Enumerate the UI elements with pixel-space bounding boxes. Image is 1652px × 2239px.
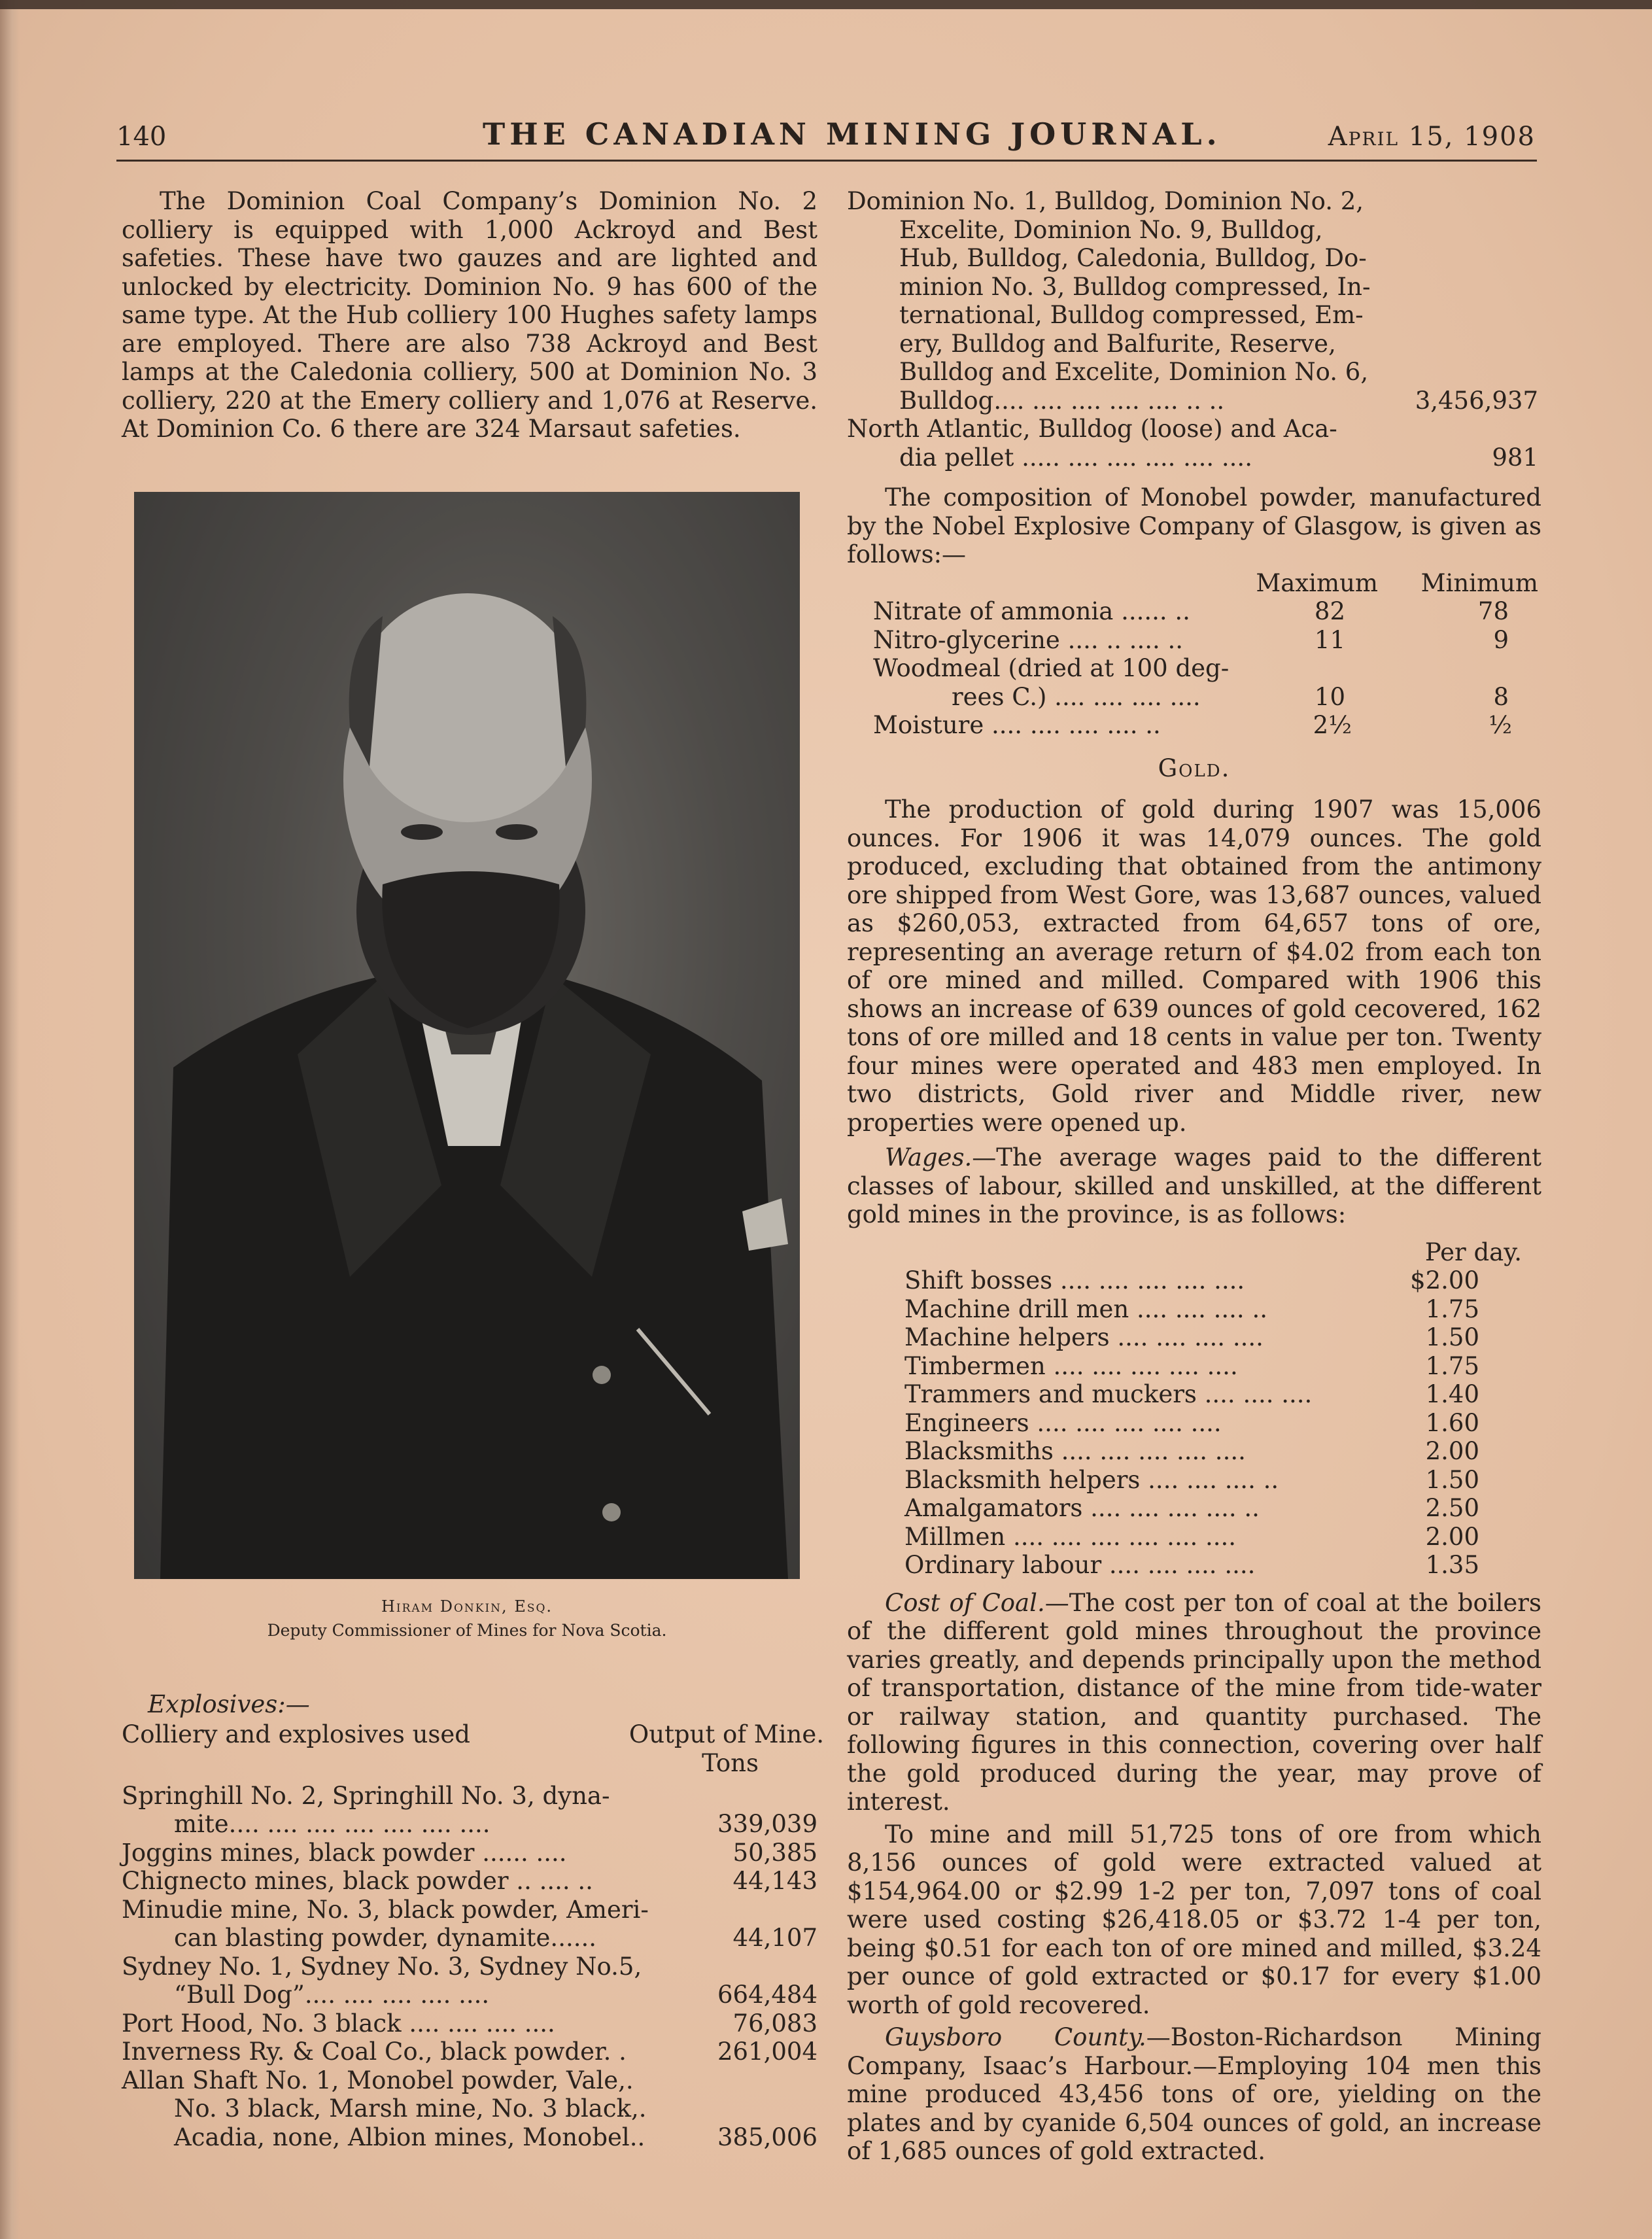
colliery-name-cont: mite.... .... .... .... .... .... .... <box>174 1810 490 1838</box>
component-max: 82 <box>1314 597 1345 625</box>
cost-paragraph <box>847 1589 1541 1816</box>
continued-line: ternational, Bulldog compressed, Em- <box>899 301 1364 329</box>
wage-rate: 1.40 <box>1425 1380 1479 1408</box>
wages-lead: Wages. <box>885 1143 972 1172</box>
continued-line: Bulldog and Excelite, Dominion No. 6, <box>899 358 1369 386</box>
explosives-heading: Explosives:— <box>148 1690 310 1718</box>
colliery-name: Allan Shaft No. 1, Monobel powder, Vale,. <box>122 2066 634 2094</box>
continued-line: Hub, Bulldog, Caledonia, Bulldog, Do- <box>899 244 1367 272</box>
intro-paragraph: The Dominion Coal Company’s Dominion No. 2 colliery is equipped with 1,000 Ackroyd and Best safeties. These have two gauzes and are lighted and unlocked by electricity. Dominion No. 9 has 600 of the same type. At the Hub colliery 100 Hughes safety lamps are employed. There are also 738 Ackroyd and Best lamps at the Caledonia colliery, 500 at Dominion No. 3 colliery, 220 at the Emery colliery and 1,076 at Reserve. At Dominion Co. 6 there are 324 Marsaut safeties. <box>122 187 817 443</box>
portrait-photo <box>134 492 800 1579</box>
output-tons: 385,006 <box>717 2123 817 2151</box>
photo-caption-title: Deputy Commissioner of Mines for Nova Scotia. <box>267 1621 667 1640</box>
component-name: Nitro-glycerine .... .. .... .. <box>873 625 1184 654</box>
component-name: Nitrate of ammonia ...... .. <box>873 597 1190 625</box>
explosives-row <box>122 2009 817 2038</box>
wage-occupation: Engineers .... .... .... .... .... <box>904 1408 1222 1437</box>
colliery-name-cont: Acadia, none, Albion mines, Monobel.. <box>174 2123 645 2151</box>
left-intro <box>122 187 817 443</box>
continued-line: North Atlantic, Bulldog (loose) and Aca- <box>847 415 1337 443</box>
wage-rate: 2.50 <box>1425 1494 1479 1522</box>
continued-line: Excelite, Dominion No. 9, Bulldog, <box>899 215 1323 244</box>
colliery-name: Inverness Ry. & Coal Co., black powder. . <box>122 2038 627 2066</box>
output-tons: 664,484 <box>717 1981 817 2009</box>
cost-text: —The cost per ton of coal at the boilers of the different gold mines throughout the province varies greatly, and depends principally upon the method of transportation, distance of the mine from tide-water or railway station, and quantity purchased. The following figures in this connection, covering over half the gold produced during the year, may prove of interest. <box>847 1588 1541 1816</box>
guysboro-lead: Guysboro County. <box>885 2023 1146 2051</box>
explosives-row <box>122 1896 817 1953</box>
wage-rate: 2.00 <box>1425 1522 1479 1551</box>
component-max: 11 <box>1314 625 1345 654</box>
explosives-col-left: Colliery and explosives used <box>122 1720 470 1748</box>
explosives-row <box>122 2066 817 2152</box>
wage-rate: 1.75 <box>1425 1294 1479 1323</box>
wage-occupation: Machine drill men .... .... .... .. <box>904 1294 1267 1323</box>
component-min: 78 <box>1477 597 1509 625</box>
output-tons: 44,143 <box>732 1867 817 1895</box>
header-rule <box>116 160 1537 162</box>
colliery-name: Joggins mines, black powder ...... .... <box>122 1838 567 1867</box>
explosives-row <box>122 1867 817 1896</box>
continued-explosives-list <box>847 187 1541 472</box>
wage-occupation: Timbermen .... .... .... .... .... <box>904 1351 1238 1380</box>
wage-occupation: Trammers and muckers .... .... .... <box>904 1380 1313 1408</box>
output-tons: 981 <box>1492 443 1538 472</box>
wage-rate: 1.35 <box>1425 1551 1479 1579</box>
gold-heading: Gold. <box>1158 754 1231 782</box>
explosives-col-right: Output of Mine. <box>628 1720 824 1748</box>
photo-caption-name: Hiram Donkin, Esq. <box>381 1597 553 1616</box>
explosives-row <box>122 1953 817 2009</box>
component-min: ½ <box>1489 711 1512 739</box>
continued-line: Dominion No. 1, Bulldog, Dominion No. 2, <box>847 187 1364 215</box>
wage-occupation: Amalgamators .... .... .... .... .. <box>904 1494 1260 1522</box>
right-column <box>847 187 1541 2166</box>
continued-line: minion No. 3, Bulldog compressed, In- <box>899 272 1371 301</box>
wage-rate: $2.00 <box>1410 1266 1479 1294</box>
colliery-name-cont: “Bull Dog”.... .... .... .... .... <box>174 1981 490 2009</box>
page-top-edge <box>0 0 1652 9</box>
col-minimum: Minimum <box>1420 568 1538 597</box>
colliery-name-cont: No. 3 black, Marsh mine, No. 3 black,. <box>174 2094 647 2123</box>
explosives-row <box>122 1839 817 1867</box>
wages-text: —The average wages paid to the different classes of labour, skilled and unskilled, at the different gold mines in the province, is as follows: <box>847 1143 1541 1228</box>
colliery-name: Minudie mine, No. 3, black powder, Ameri- <box>122 1895 649 1924</box>
component-min: 8 <box>1493 682 1509 711</box>
wage-occupation: Ordinary labour .... .... .... .... <box>904 1551 1256 1579</box>
monobel-paragraph: The composition of Monobel powder, manufactured by the Nobel Explosive Company of Glasgow, is given as follows:— <box>847 483 1541 568</box>
component-name: Moisture .... .... .... .... .. <box>873 711 1161 739</box>
gold-paragraph: The production of gold during 1907 was 15,006 ounces. For 1906 it was 14,079 ounces. The gold produced, excluding that obtained from the antimony ore shipped from West Gore, was 13,687 ounces, valued as $260,053, extracted from 64,657 tons of ore, representing an average return of $4.02 from each ton of ore mined and milled. Compared with 1906 this shows an increase of 639 ounces of gold cecovered, 162 tons of ore milled and 18 cents in value per ton. Twenty four mines were operated and 483 men employed. In two districts, Gold river and Middle river, new properties were opened up. <box>847 795 1541 1137</box>
component-min: 9 <box>1493 625 1509 654</box>
continued-line: Bulldog.... .... .... .... .... .. .. <box>899 386 1225 415</box>
cost-lead: Cost of Coal. <box>885 1588 1045 1617</box>
wages-table <box>847 1238 1541 1580</box>
explosives-col-unit: Tons <box>702 1748 759 1777</box>
colliery-name: Port Hood, No. 3 black .... .... .... .... <box>122 2009 555 2038</box>
component-name-cont: rees C.) .... .... .... .... <box>952 682 1201 711</box>
component-name: Woodmeal (dried at 100 deg- <box>873 654 1230 682</box>
colliery-name: Chignecto mines, black powder .. .... .. <box>122 1867 593 1895</box>
wage-rate: 2.00 <box>1425 1437 1479 1465</box>
guysboro-paragraph <box>847 2023 1541 2166</box>
output-tons: 76,083 <box>732 2009 817 2038</box>
binding-edge <box>0 0 20 2239</box>
explosives-section <box>122 1690 824 2151</box>
monobel-table <box>847 569 1541 740</box>
wage-occupation: Shift bosses .... .... .... .... .... <box>904 1266 1245 1294</box>
component-max: 10 <box>1314 682 1345 711</box>
output-tons: 50,385 <box>732 1838 817 1867</box>
wage-occupation: Machine helpers .... .... .... .... <box>904 1323 1264 1351</box>
output-tons: 44,107 <box>732 1924 817 1952</box>
continued-line: dia pellet ..... .... .... .... .... .... <box>899 443 1252 472</box>
output-tons: 261,004 <box>717 2038 817 2066</box>
continued-line: ery, Bulldog and Balfurite, Reserve, <box>899 329 1336 358</box>
running-header <box>116 116 1536 156</box>
page-number: 140 <box>116 122 167 152</box>
colliery-name-cont: can blasting powder, dynamite...... <box>174 1924 597 1952</box>
wage-rate: 1.50 <box>1425 1323 1479 1351</box>
journal-title: THE CANADIAN MINING JOURNAL. <box>483 116 1222 152</box>
col-maximum: Maximum <box>1256 568 1378 597</box>
explosives-row <box>122 2038 817 2066</box>
colliery-name: Springhill No. 2, Springhill No. 3, dyna- <box>122 1781 610 1810</box>
output-tons: 3,456,937 <box>1415 386 1538 415</box>
issue-date: April 15, 1908 <box>1328 122 1536 152</box>
mill-paragraph: To mine and mill 51,725 tons of ore from which 8,156 ounces of gold were extracted valued at $154,964.00 or $2.99 1-2 per ton, 7,097 tons of coal were used costing $26,418.05 or $3.72 1-4 per ton, being $0.51 for each ton of ore mined and milled, $3.24 per ounce of gold extracted or $0.17 for every $1.00 worth of gold recovered. <box>847 1820 1541 2019</box>
wage-rate: 1.75 <box>1425 1351 1479 1380</box>
col-per-day: Per day. <box>1424 1238 1522 1266</box>
explosives-row <box>122 1782 817 1839</box>
wage-rate: 1.60 <box>1425 1408 1479 1437</box>
wage-occupation: Blacksmith helpers .... .... .... .. <box>904 1465 1279 1494</box>
component-max: 2½ <box>1313 711 1352 739</box>
wage-occupation: Millmen .... .... .... .... .... .... <box>904 1522 1237 1551</box>
wages-paragraph <box>847 1143 1541 1229</box>
wage-occupation: Blacksmiths .... .... .... .... .... <box>904 1437 1246 1465</box>
guysboro-text: —Boston-Richardson Mining Company, Isaac’s Harbour.—Employing 104 men this mine produced 43,456 tons of ore, yielding on the plates and by cyanide 6,504 ounces of gold, an increase of 1,685 ounces of gold extracted. <box>847 2023 1541 2165</box>
wage-rate: 1.50 <box>1425 1465 1479 1494</box>
output-tons: 339,039 <box>717 1810 817 1838</box>
colliery-name: Sydney No. 1, Sydney No. 3, Sydney No.5, <box>122 1952 642 1981</box>
